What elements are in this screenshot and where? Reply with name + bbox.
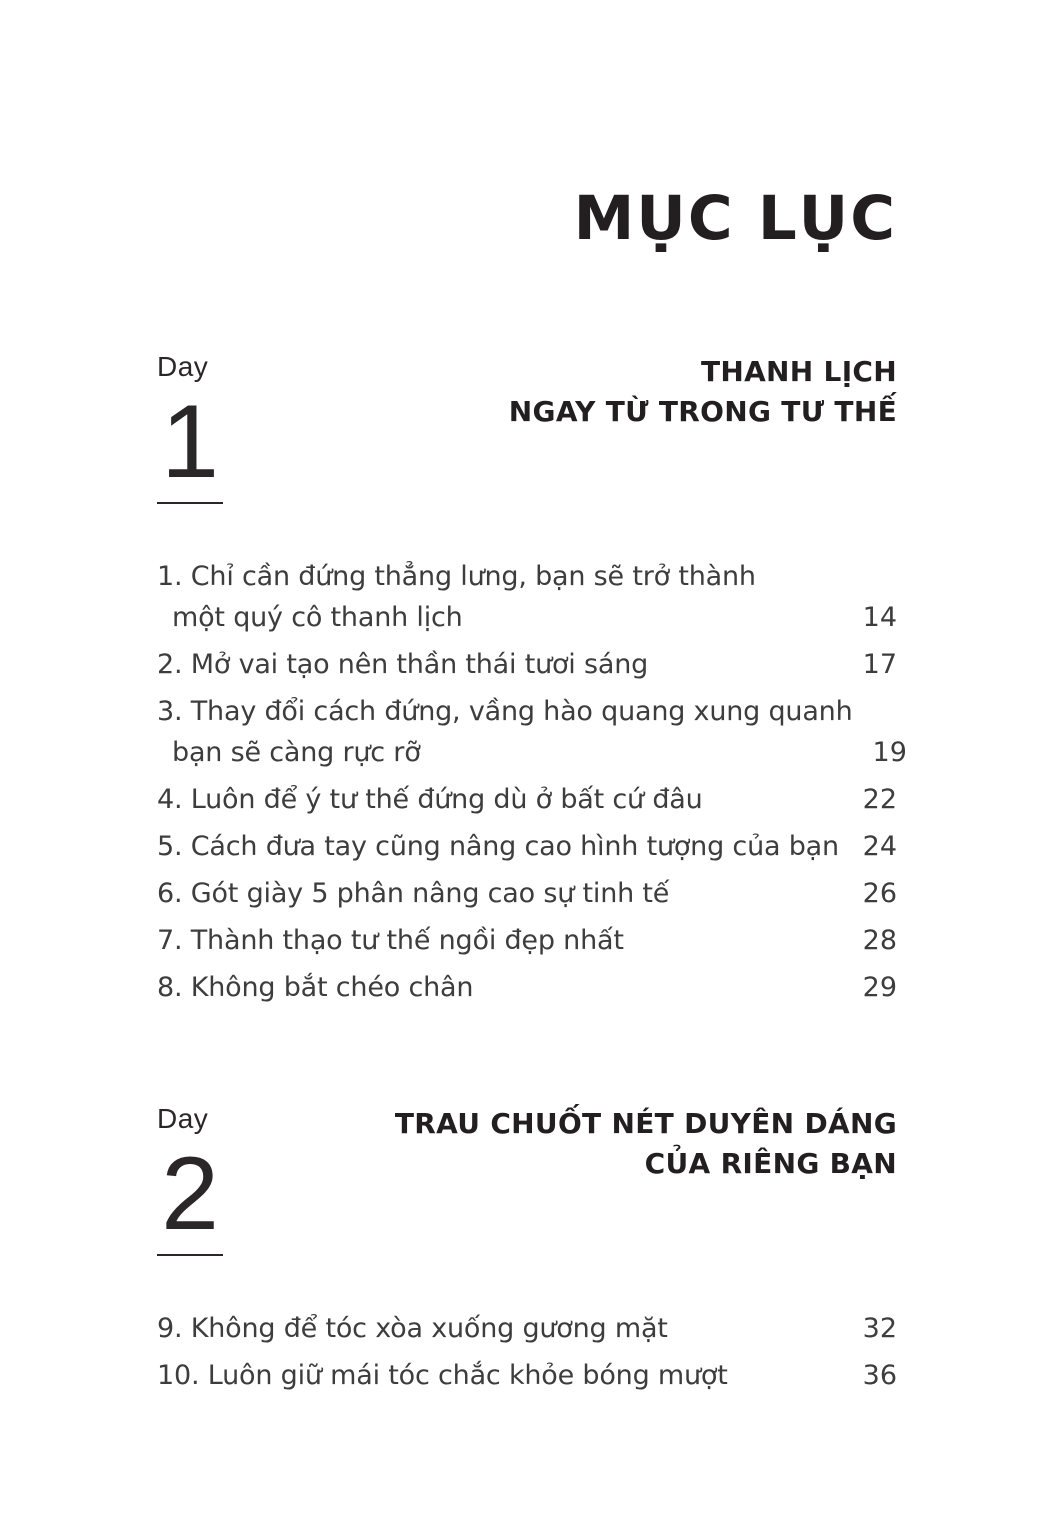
toc-entry-6-page: 26 [862,878,897,909]
toc-entry-9-page: 32 [862,1313,897,1344]
day-2-header [157,1104,897,1256]
toc-entry-1-text: 1. Chỉ cần đứng thẳng lưng, bạn sẽ trở thành một quý cô thanh lịch [157,561,756,633]
section-2-title [395,1104,897,1184]
day-2-underline [157,1254,223,1256]
toc-entry-2-text: 2. Mở vai tạo nên thần thái tươi sáng [157,649,649,680]
day-2-block [157,1104,223,1256]
toc-list-day-2 [157,1308,897,1396]
toc-entry-4-text: 4. Luôn để ý tư thế đứng dù ở bất cứ đâu [157,784,703,815]
toc-entry-5-text: 5. Cách đưa tay cũng nâng cao hình tượng của bạn [157,831,839,862]
toc-entry-9 [157,1308,897,1349]
toc-entry-7 [157,920,897,961]
toc-entry-1-page: 14 [862,602,897,633]
toc-entry-5-number: 5. [157,831,183,862]
toc-entry-3-number: 3. [157,696,183,727]
toc-entry-9-text: 9. Không để tóc xòa xuống gương mặt [157,1313,668,1344]
toc-entry-1 [157,556,897,638]
toc-entry-6-number: 6. [157,878,183,909]
day-1-word: Day [157,351,209,382]
toc-entry-8-page: 29 [862,972,897,1003]
toc-entry-1-number: 1. [157,561,183,592]
day-1-underline [157,502,223,504]
toc-entry-4 [157,779,897,820]
toc-entry-10-page: 36 [862,1360,897,1391]
toc-entry-7-number: 7. [157,925,183,956]
toc-entry-6 [157,873,897,914]
toc-entry-5-page: 24 [862,831,897,862]
section-1-title-line-1: THANH LỊCH [700,355,897,388]
toc-entry-7-text: 7. Thành thạo tư thế ngồi đẹp nhất [157,925,624,956]
section-1-title-line-2: NGAY TỪ TRONG TƯ THẾ [508,395,897,428]
toc-list-day-1 [157,556,907,1008]
section-2-title-line-2: CỦA RIÊNG BẠN [644,1147,897,1180]
toc-entry-10 [157,1355,897,1396]
toc-entry-3-page: 19 [872,737,907,768]
toc-entry-2-number: 2. [157,649,183,680]
toc-entry-4-page: 22 [862,784,897,815]
toc-entry-7-page: 28 [862,925,897,956]
toc-entry-10-text: 10. Luôn giữ mái tóc chắc khỏe bóng mượt [157,1360,728,1391]
toc-entry-9-number: 9. [157,1313,183,1344]
section-1-title [509,352,897,432]
section-2-title-line-1: TRAU CHUỐT NÉT DUYÊN DÁNG [394,1107,897,1140]
page-title: MỤC LỤC [573,183,897,254]
toc-entry-8-number: 8. [157,972,183,1003]
toc-entry-2-page: 17 [862,649,897,680]
day-2-number: 2 [161,1136,219,1252]
toc-entry-4-number: 4. [157,784,183,815]
toc-entry-3 [157,691,907,773]
day-1-block [157,352,223,504]
day-1-header [157,352,897,504]
day-2-word: Day [157,1103,209,1134]
toc-content [157,0,907,1396]
toc-entry-8-text: 8. Không bắt chéo chân [157,972,474,1003]
toc-entry-3-text: 3. Thay đổi cách đứng, vầng hào quang xung quanh bạn sẽ càng rực rỡ [157,696,853,768]
toc-entry-5 [157,826,897,867]
day-1-number: 1 [161,384,219,500]
toc-entry-2 [157,644,897,685]
toc-entry-6-text: 6. Gót giày 5 phân nâng cao sự tinh tế [157,878,670,909]
toc-entry-10-number: 10. [157,1360,200,1391]
toc-entry-8 [157,967,897,1008]
